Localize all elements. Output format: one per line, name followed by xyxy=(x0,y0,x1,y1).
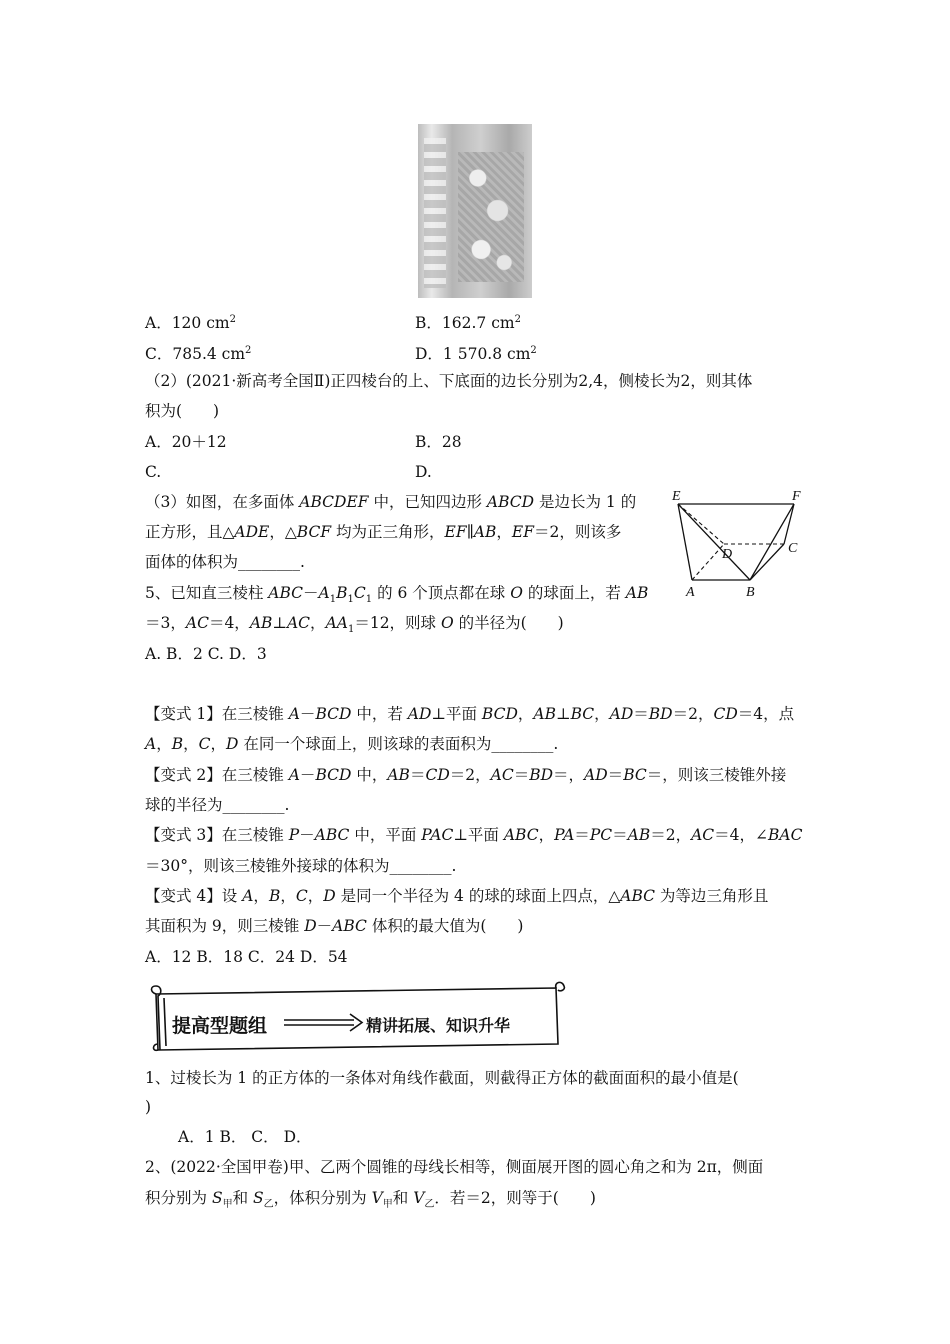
variant-question: 球的半径为________. xyxy=(145,796,290,814)
question-text: （2）(2021·新高考全国Ⅱ)正四棱台的上、下底面的边长分别为2,4，侧棱长为2，则其体 xyxy=(145,372,753,390)
option-row xyxy=(145,341,537,364)
banner-title: 提高型题组 xyxy=(172,1015,268,1037)
option-d: D．1 570.8 $cm^2$ xyxy=(415,345,537,364)
variant-question: 【变式 2】在三棱锥 A－BCD 中，AB＝CD＝2，AC＝BD＝，AD＝BC＝，则该三棱锥外接 xyxy=(145,766,787,784)
vertex-label: B xyxy=(746,585,755,600)
options-line: A．1 B． C． D． xyxy=(178,1128,312,1146)
option-c: C. xyxy=(145,463,162,481)
question-text: （3）如图，在多面体 ABCDEF 中，已知四边形 ABCD 是边长为 1 的 xyxy=(145,493,637,511)
variant-question: A，B，C，D 在同一个球面上，则该球的表面积为________. xyxy=(145,735,559,753)
variant-question: 其面积为 9，则三棱锥 D－ABC 体积的最大值为( ) xyxy=(145,917,524,935)
question-text: 正方形，且△ADE，△BCF 均为正三角形，EF∥AB，EF＝2，则该多 xyxy=(145,523,622,541)
vase-photo xyxy=(418,124,532,298)
option-row xyxy=(145,310,521,333)
question-text: 积分别为 $S_甲$和 $S_乙$，体积分别为 $V_甲$和 $V_乙$．若＝2，则等于( ) xyxy=(145,1189,596,1211)
variant-question: 【变式 1】在三棱锥 A－BCD 中，若 AD⊥平面 BCD，AB⊥BC，AD＝BD＝2，CD＝4，点 xyxy=(145,705,795,723)
option-b: B．162.7 $cm^2$ xyxy=(415,314,521,333)
option-row xyxy=(145,462,432,482)
question-text: ) xyxy=(145,1098,152,1116)
question-text: ＝3，AC＝4，AB⊥AC，$AA_1=12$，则球 O 的半径为( ) xyxy=(145,614,564,636)
option-b: B．28 xyxy=(415,433,462,451)
option-c: C．785.4 $cm^2$ xyxy=(145,345,252,364)
question-text: 2、(2022·全国甲卷)甲、乙两个圆锥的母线长相等，侧面展开图的圆心角之和为 2π，侧面 xyxy=(145,1158,764,1176)
option-a: A．20＋12 xyxy=(145,433,227,451)
question-text: 1、过棱长为 1 的正方体的一条体对角线作截面，则截得正方体的截面面积的最小值是( xyxy=(145,1069,739,1087)
vertex-label: E xyxy=(672,489,681,504)
variant-question: ＝30°，则该三棱锥外接球的体积为________. xyxy=(145,857,457,875)
question-text: 积为( ) xyxy=(145,402,220,420)
options-line: A．12 B．18 C．24 D．54 xyxy=(145,948,348,966)
option-row xyxy=(145,432,462,452)
variant-question: 【变式 3】在三棱锥 P－ABC 中，平面 PAC⊥平面 ABC，PA＝PC＝AB＝2，AC＝4，∠BAC xyxy=(145,826,803,844)
vertex-label: F xyxy=(792,489,801,504)
options-line: A. B．2 C. D．3 xyxy=(145,645,267,663)
option-d: D. xyxy=(415,463,432,481)
option-a: A．120 $cm^2$ xyxy=(145,314,236,333)
question-text: 面体的体积为________. xyxy=(145,553,305,571)
vertex-label: A xyxy=(686,585,695,600)
polyhedron-figure xyxy=(664,484,814,600)
banner-subtitle: 精讲拓展、知识升华 xyxy=(366,1016,511,1035)
question-text: 5、已知直三棱柱 $ABC-A_1B_1C_1$ 的 6 个顶点都在球 O 的球面上，若 AB xyxy=(145,584,649,606)
vertex-label: D xyxy=(722,547,733,562)
vertex-label: C xyxy=(788,541,798,556)
variant-question: 【变式 4】设 A，B，C，D 是同一个半径为 4 的球的球面上四点，△ABC 为等边三角形且 xyxy=(145,887,769,905)
